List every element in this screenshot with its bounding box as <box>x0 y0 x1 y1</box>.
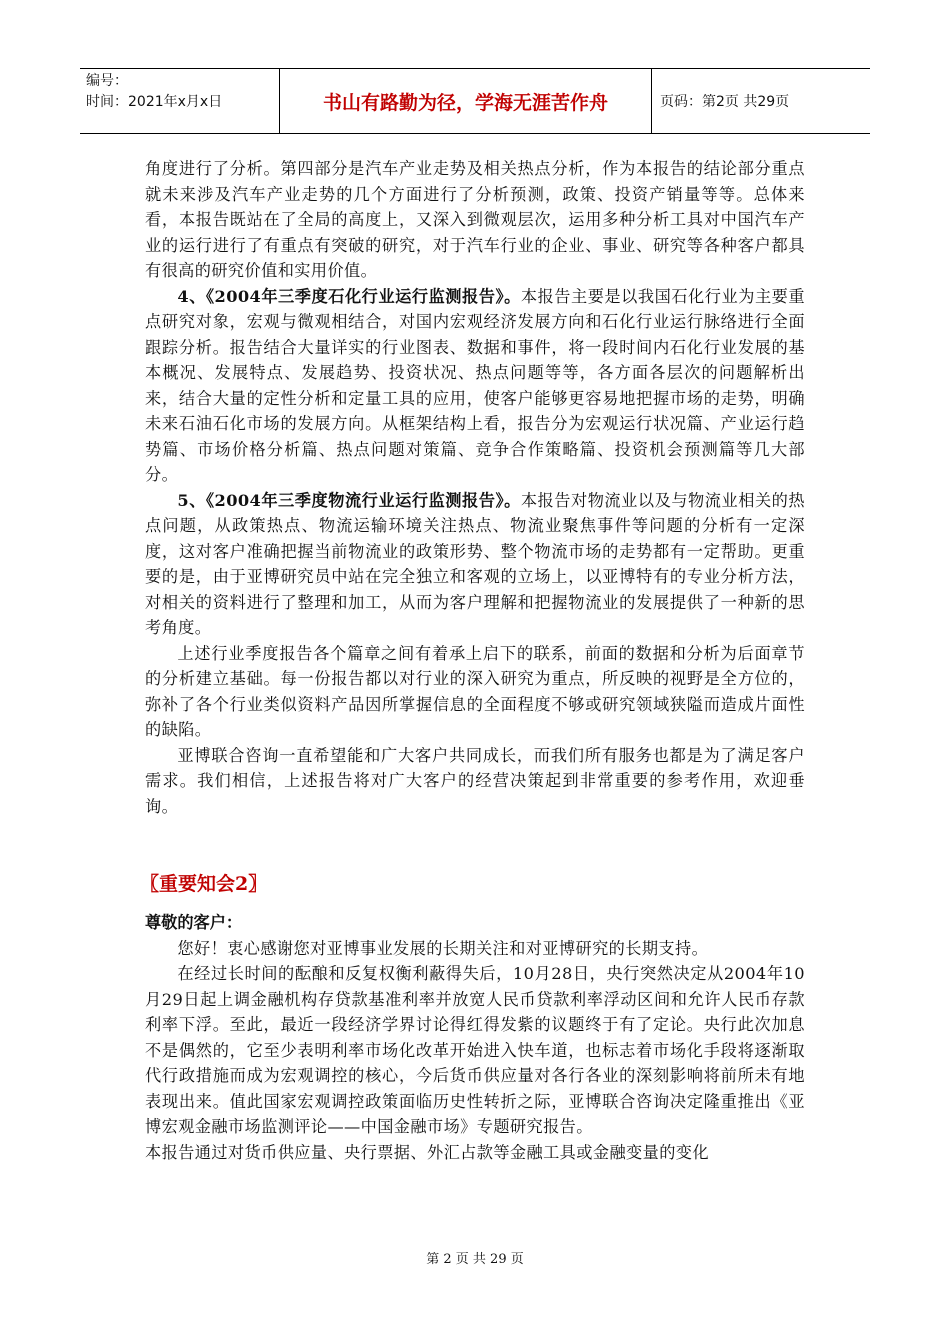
header-page-info: 页码：第2页 共29页 <box>660 94 790 110</box>
document-body <box>140 156 805 1165</box>
important-notice-heading: 〖重要知会2〗 <box>140 873 268 895</box>
page-footer: 第 2 页 共 29 页 <box>426 1252 524 1267</box>
salutation: 尊敬的客户： <box>145 913 243 932</box>
document-number-label: 编号： <box>86 73 128 89</box>
paragraph-logistics-report <box>145 488 805 641</box>
petrochemical-report-title: 4、《2004年三季度石化行业运行监测报告》。 <box>177 286 521 306</box>
header-meta <box>80 69 280 133</box>
document-time-label: 时间：2021年x月x日 <box>86 94 223 110</box>
paragraph-greeting: 您好！衷心感谢您对亚博事业发展的长期关注和对亚博研究的长期支持。 <box>177 938 709 958</box>
paragraph-closing-statement: 亚博联合咨询一直希望能和广大客户共同成长，而我们所有服务也都是为了满足客户需求。我们相信，上述报告将对广大客户的经营决策起到非常重要的参考作用，欢迎垂询。 <box>145 745 805 816</box>
header-motto: 书山有路勤为径，学海无涯苦作舟 <box>280 69 652 133</box>
header-table <box>80 68 870 134</box>
petrochemical-report-text: 本报告主要是以我国石化行业为主要重点研究对象，宏观与微观相结合，对国内宏观经济发展方向和石化行业运行脉络进行全面跟踪分析。报告结合大量详实的行业图表、数据和事件，将一段时间内石化行业发展的基本概况、发展特点、发展趋势、投资状况、热点问题等等，各方面各层次的问题解析出来，结合大量的定性分析和定量工具的应用，使客户能够更容易地把握市场的走势，明确未来石油石化市场的发展方向。从框架结构上看，报告分为宏观运行状况篇、产业运行趋势篇、市场价格分析篇、热点问题对策篇、竞争合作策略篇、投资机会预测篇等几大部分。 <box>145 286 805 484</box>
paragraph-report-scope: 本报告通过对货币供应量、央行票据、外汇占款等金融工具或金融变量的变化 <box>145 1142 709 1162</box>
logistics-report-text: 本报告对物流业以及与物流业相关的热点问题，从政策热点、物流运输环境关注热点、物流业聚焦事件等问题的分析有一定深度，这对客户准确把握当前物流业的政策形势、整个物流市场的走势都有一定帮助。更重要的是，由于亚博研究员中站在完全独立和客观的立场上，以亚博特有的专业分析方法，对相关的资料进行了整理和加工，从而为客户理解和把握物流业的发展提供了一种新的思考角度。 <box>145 490 805 637</box>
paragraph-auto-industry-conclusion: 角度进行了分析。第四部分是汽车产业走势及相关热点分析，作为本报告的结论部分重点就未来涉及汽车产业走势的几个方面进行了分析预测，政策、投资产销量等等。总体来看，本报告既站在了全局的高度上，又深入到微观层次，运用多种分析工具对中国汽车产业的运行进行了有重点有突破的研究，对于汽车行业的企业、事业、研究等各种客户都具有很高的研究价值和实用价值。 <box>145 159 805 280</box>
logistics-report-title: 5、《2004年三季度物流行业运行监测报告》。 <box>177 490 521 510</box>
paragraph-quarterly-reports-summary: 上述行业季度报告各个篇章之间有着承上启下的联系，前面的数据和分析为后面章节的分析建立基础。每一份报告都以对行业的深入研究为重点，所反映的视野是全方位的，弥补了各个行业类似资料产品因所掌握信息的全面程度不够或研究领域狭隘而造成片面性的缺陷。 <box>145 643 805 739</box>
paragraph-petrochemical-report <box>145 284 805 488</box>
paragraph-interest-rate-news: 在经过长时间的酝酿和反复权衡利蔽得失后，10月28日，央行突然决定从2004年10月29日起上调金融机构存贷款基准利率并放宽人民币贷款利率浮动区间和允许人民币存款利率下浮。至此，最近一段经济学界讨论得红得发紫的议题终于有了定论。央行此次加息不是偶然的，它至少表明利率市场化改革开始进入快车道，也标志着市场化手段将逐渐取代行政措施而成为宏观调控的核心，今后货币供应量对各行各业的深刻影响将前所未有地表现出来。值此国家宏观调控政策面临历史性转折之际，亚博联合咨询决定隆重推出《亚博宏观金融市场监测评论——中国金融市场》专题研究报告。 <box>145 964 805 1136</box>
